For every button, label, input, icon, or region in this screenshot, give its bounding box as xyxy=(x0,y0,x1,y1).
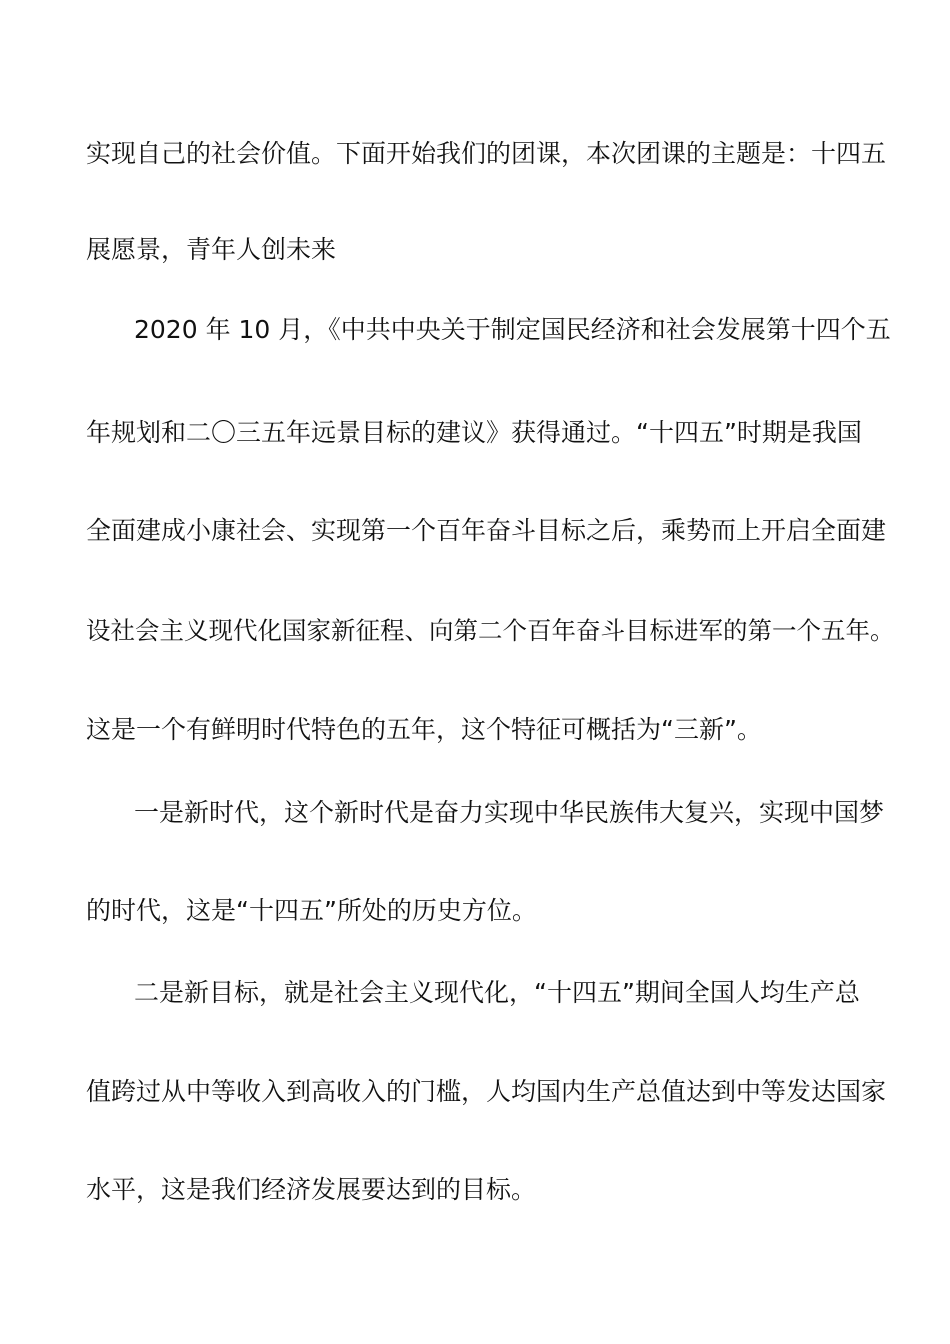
text-line: 实现自己的社会价值。下面开始我们的团课，本次团课的主题是：十四五 xyxy=(86,139,887,168)
text-line: 水平，这是我们经济发展要达到的目标。 xyxy=(86,1175,537,1204)
paragraph-start-line: 一是新时代，这个新时代是奋力实现中华民族伟大复兴，实现中国梦 xyxy=(134,798,885,827)
paragraph-start-line: 2020 年 10 月，《中共中央关于制定国民经济和社会发展第十四个五 xyxy=(134,315,891,344)
text-line: 年规划和二〇三五年远景目标的建议》获得通过。“十四五”时期是我国 xyxy=(86,418,862,447)
text-line: 这是一个有鲜明时代特色的五年，这个特征可概括为“三新”。 xyxy=(86,715,762,744)
text-line: 设社会主义现代化国家新征程、向第二个百年奋斗目标进军的第一个五年。 xyxy=(86,616,895,645)
text-line: 展愿景，青年人创未来 xyxy=(86,235,337,264)
text-line: 值跨过从中等收入到高收入的门槛，人均国内生产总值达到中等发达国家 xyxy=(86,1077,887,1106)
paragraph-start-line: 二是新目标，就是社会主义现代化，“十四五”期间全国人均生产总 xyxy=(134,978,860,1007)
text-line: 全面建成小康社会、实现第一个百年奋斗目标之后，乘势而上开启全面建 xyxy=(86,516,887,545)
text-line: 的时代，这是“十四五”所处的历史方位。 xyxy=(86,896,537,925)
